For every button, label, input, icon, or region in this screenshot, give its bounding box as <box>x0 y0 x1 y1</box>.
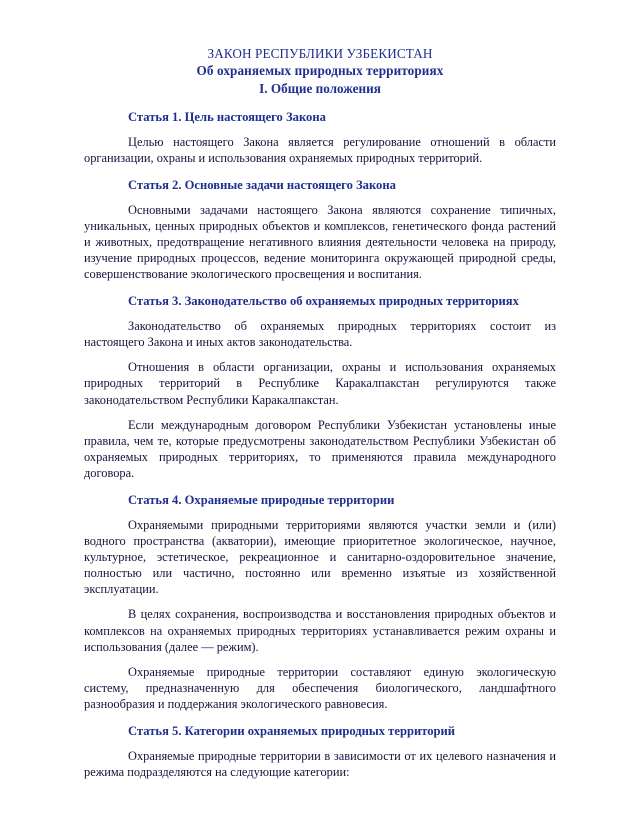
article-paragraph: Основными задачами настоящего Закона являются сохранение типичных, уникальных, ценных природных объектов и комплексов, генетического фонда растений и животных, предотвращение негативного влияния деятельности человека на природу, изучение природных процессов, ведение мониторинга окружающей природной среды, совершенствование экологического просвещения и воспитания. <box>84 202 556 282</box>
article-1 <box>84 109 556 166</box>
article-2 <box>84 177 556 282</box>
document-title-line-1: ЗАКОН РЕСПУБЛИКИ УЗБЕКИСТАН <box>207 46 433 61</box>
article-paragraph: Охраняемые природные территории в зависимости от их целевого назначения и режима подразделяются на следующие категории: <box>84 749 556 780</box>
article-5 <box>84 723 556 780</box>
article-paragraph: Охраняемыми природными территориями являются участки земли и (или) водного пространства (акватории), имеющие приоритетное экологическое, научное, культурное, эстетическое, рекреационное и санитарно-оздоровительное значение, полностью или частично, постоянно или временно изъятые из хозяйственной эксплуатации. <box>84 518 556 597</box>
article-paragraph: Охраняемые природные территории составляют единую экологическую систему, предназначенную для обеспечения биологического, ландшафтного разнообразия и поддержания экологического равновесия. <box>84 664 556 711</box>
document-title-line-2: Об охраняемых природных территориях <box>196 62 444 78</box>
article-paragraph: Отношения в области организации, охраны и использования охраняемых природных территорий в Республике Каракалпакстан регулируются также законодательством Республики Каракалпакстан. <box>84 360 556 407</box>
article-heading: Статья 3. Законодательство об охраняемых природных территориях <box>128 294 519 309</box>
article-4 <box>84 492 556 712</box>
article-heading: Статья 4. Охраняемые природные территории <box>128 493 395 507</box>
article-heading: Статья 1. Цель настоящего Закона <box>128 109 326 124</box>
document-title-block <box>84 46 556 79</box>
article-paragraph: Если международным договором Республики Узбекистан установлены иные правила, чем те, которые предусмотрены законодательством Республики Узбекистан об охраняемых природных территориях, то применяются правила международного договора. <box>84 417 556 480</box>
article-heading: Статья 5. Категории охраняемых природных территорий <box>128 724 456 739</box>
article-heading: Статья 2. Основные задачи настоящего Закона <box>128 177 396 192</box>
article-paragraph: Законодательство об охраняемых природных территориях состоит из настоящего Закона и иных актов законодательства. <box>84 319 556 350</box>
article-3 <box>84 293 556 481</box>
article-paragraph: В целях сохранения, воспроизводства и восстановления природных объектов и комплексов на охраняемых природных территориях устанавливается режим охраны и использования (далее — режим). <box>84 607 556 654</box>
section-heading: I. Общие положения <box>259 81 381 96</box>
article-paragraph: Целью настоящего Закона является регулирование отношений в области организации, охраны и использования охраняемых природных территорий. <box>84 134 556 165</box>
